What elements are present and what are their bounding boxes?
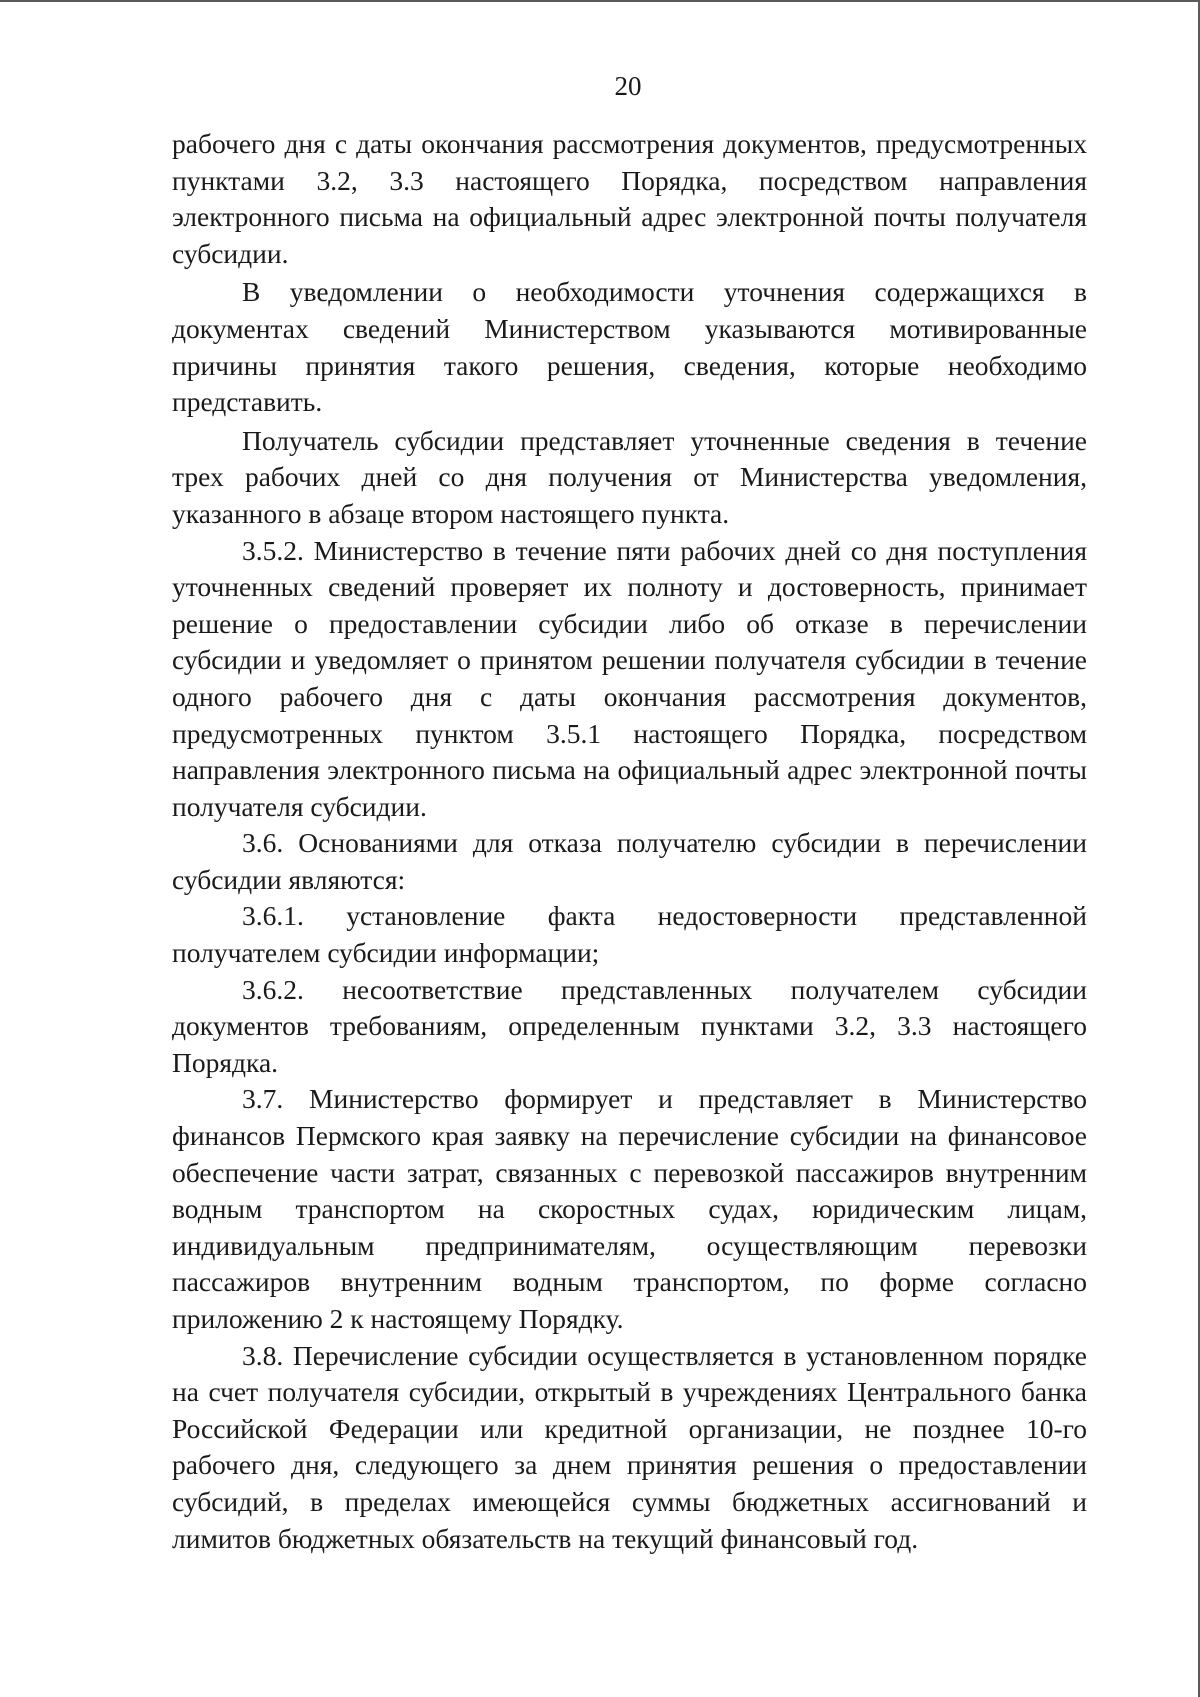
paragraph-notification-reasons: В уведомлении о необходимости уточнения содержащихся в документах сведений Министерством указываются мотивированные причины принятия такого решения, сведения, которые необходимо представить. [172, 276, 1087, 418]
paragraph-recipient-clarification: Получатель субсидии представляет уточненные сведения в течение трех рабочих дней со дня получения от Министерства уведомления, указанного в абзаце втором настоящего пункта. [172, 424, 1087, 529]
paragraph-continuation: рабочего дня с даты окончания рассмотрения документов, предусмотренных пунктами 3.2, 3.3 настоящего Порядка, посредством направления электронного письма на официальный адрес электронной почты получателя субсидии. [172, 128, 1087, 269]
paragraph-3-8: 3.8. Перечисление субсидии осуществляется в установленном порядке на счет получателя субсидии, открытый в учреждениях Центрального банка Российской Федерации или кредитной организации, не позднее 10-го рабочего дня, следующего за днем принятия решения о предоставлении субсидий, в пределах имеющейся суммы бюджетных ассигнований и лимитов бюджетных обязательств на текущий финансовый год. [172, 1339, 1087, 1554]
paragraph-3-5-2: 3.5.2. Министерство в течение пяти рабочих дней со дня поступления уточненных сведений проверяет их полноту и достоверность, принимает решение о предоставлении субсидии либо об отказе в перечислении субсидии и уведомляет о принятом решении получателя субсидии в течение одного рабочего дня с даты окончания рассмотрения документов, предусмотренных пунктом 3.5.1 настоящего Порядка, посредством направления электронного письма на официальный адрес электронной почты получателя субсидии. [172, 534, 1087, 822]
paragraph-3-6-1: 3.6.1. установление факта недостоверности представленной получателем субсидии информации; [172, 900, 1087, 969]
paragraph-3-6: 3.6. Основаниями для отказа получателю субсидии в перечислении субсидии являются: [172, 827, 1087, 895]
paragraph-3-7: 3.7. Министерство формирует и представляет в Министерство финансов Пермского края заявку на перечисление субсидии на финансовое обеспечение части затрат, связанных с перевозкой пассажиров внутренним водным транспортом на скоростных судах, юридическим лицам, индивидуальным предпринимателям, осуществляющим перевозки пассажиров внутренним водным транспортом, по форме согласно приложению 2 к настоящему Порядку. [172, 1083, 1087, 1334]
paragraph-3-6-2: 3.6.2. несоответствие представленных получателем субсидии документов требованиям, определенным пунктами 3.2, 3.3 настоящего Порядка. [172, 973, 1087, 1078]
page-number: 20 [614, 71, 642, 101]
document-body [172, 126, 1087, 1557]
